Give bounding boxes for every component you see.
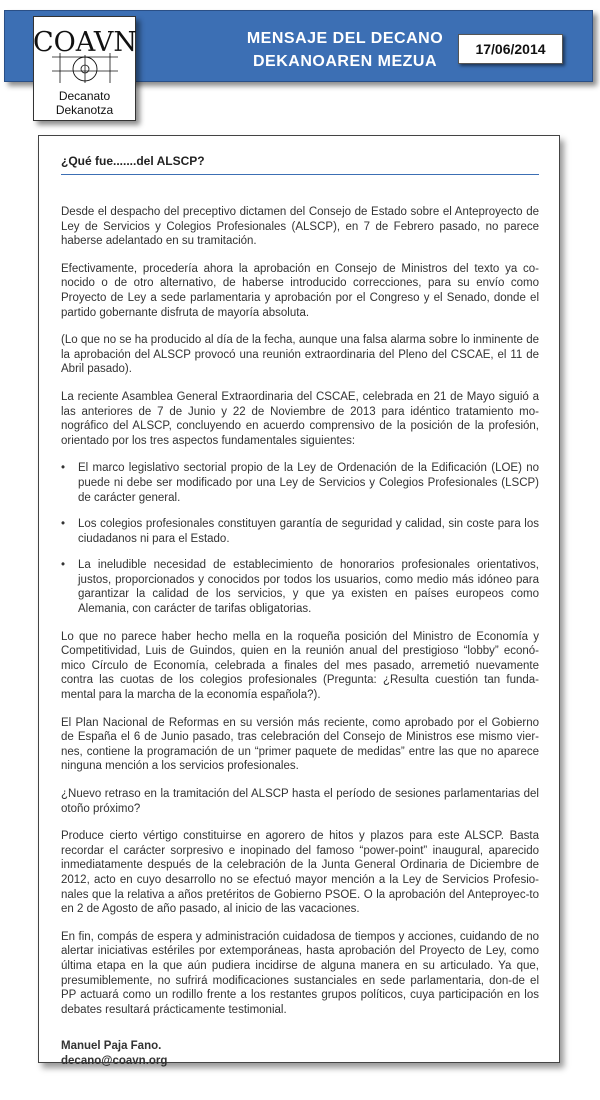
paragraph: El Plan Nacional de Reformas en su versión más reciente, como aprobado por el Gobierno de España el 6 de Junio pasado, tras celebración del Consejo de Ministros ese mismo vier-nes, contiene la programación de un “primer paquete de medidas” entre las que no aparece ninguna mención a los servicios profesionales. (61, 716, 539, 773)
paragraph: (Lo que no se ha producido al día de la fecha, aunque una falsa alarma sobre lo inminente de la aprobación del ALSCP provocó una reunión extraordinaria del Pleno del CSCAE, el 11 de Abril pasado). (61, 334, 539, 376)
paragraph: Produce cierto vértigo constituirse en agorero de hitos y plazos para este ALSCP. Basta recordar el carácter sorpresivo e inopinado del famoso “power-point” inaugural, aparecido inmediatamente después de la celebración de la Junta General Ordinaria de Diciembre de 2012, acto en cuyo desarrollo no se efectuó mayor mención a la Ley de Servicios Profesio-nales que la relativa a años pretéritos de Gobierno PSOE. O la aprobación del Anteproyec-to en 2 de Agosto de año pasado, al inicio de las vacaciones. (61, 830, 539, 916)
header-title-es: MENSAJE DEL DECANO (246, 30, 444, 47)
date-badge: 17/06/2014 (458, 34, 563, 64)
signature-name: Manuel Paja Fano. (61, 1040, 162, 1053)
bullet-marker: • (61, 518, 66, 531)
signature-block (61, 1039, 539, 1068)
message-content (61, 154, 539, 1069)
signature-email[interactable]: decano@coavn.org (61, 1054, 168, 1067)
header-title-eu: DEKANOAREN MEZUA (253, 53, 437, 70)
coavn-logo (32, 21, 138, 87)
paragraph: Desde el despacho del preceptivo dictamen del Consejo de Estado sobre el Anteproyecto de Ley de Servicios y Colegios Profesionales (ALSCP), en 7 de Febrero pasado, no parece haberse adelantado en su tramitación. (61, 206, 539, 248)
bullet-marker: • (61, 462, 66, 475)
list-item (61, 558, 539, 616)
list-item (61, 517, 539, 546)
list-item (61, 461, 539, 505)
paragraph: La reciente Asamblea General Extraordinaria del CSCAE, celebrada en 21 de Mayo siguió a las anteriores de 7 de Junio y 22 de Noviembre de 2013 para idéntico tratamiento mo-nográfico del ALSCP, concluyendo en acuerdo comprensivo de la posición de la profesión, orientado por los tres aspectos fundamentales siguientes: (61, 390, 539, 447)
paragraph: Lo que no parece haber hecho mella en la roqueña posición del Ministro de Economía y Competitividad, Luis de Guindos, quien en la reunión anual del prestigioso “lobby” econó-mico Círculo de Economía, celebrada a finales del mes pasado, arremetió nuevamente contra las cuotas de los colegios profesionales (Pregunta: ¿Resulta cuestión tan funda-mental para la marcha de la economía española?). (61, 630, 539, 702)
header-titles (205, 27, 485, 73)
document-title: ¿Qué fue.......del ALSCP? (61, 154, 539, 175)
paragraph: En fin, compás de espera y administración cuidadosa de tiempos y acciones, cuidando de no alertar iniciativas estériles por extemporáneas, hasta aprobación del Proyecto de Ley, como última etapa en la que aún pudiera incidirse de alguna manera en su articulado. Ya que, presumiblemente, no sufrirá modificaciones sustanciales en sede parlamentaria, don-de el PP actuará como un rodillo frente a los restantes grupos políticos, cuya participación en los debates resultará prácticamente testimonial. (61, 930, 539, 1016)
list-item-text: Los colegios profesionales constituyen garantía de seguridad y calidad, sin coste para los ciudadanos ni para el Estado. (78, 518, 539, 545)
logo-subtitle-es: Decanato (58, 89, 111, 103)
document-body (61, 205, 539, 1069)
paragraph: Efectivamente, procedería ahora la aprobación en Consejo de Ministros del texto ya co-nocido o de otro alternativo, de haberse introducido correcciones, para su envío como Proyecto de Ley a sede parlamentaria y aprobación por el Congreso y el Senado, donde el partido gobernante disfruta de mayoría absoluta. (61, 262, 539, 319)
list-item-text: El marco legislativo sectorial propio de la Ley de Ordenación de la Edificación (LOE) no puede ni debe ser modificado por una Ley de Servicios y Colegios Profesionales (LSCP) de carácter general. (78, 462, 539, 504)
logo-subtitle (34, 89, 135, 117)
list-item-text: La ineludible necesidad de establecimiento de honorarios profesionales orientativos, justos, proporcionados y conocidos por todos los usuarios, como medio más idóneo para garantizar la calidad de los servicios, y que ya existen en países europeos como Alemania, con carácter de tarifas obligatorias. (78, 559, 539, 616)
logo-subtitle-eu: Dekanotza (55, 103, 114, 117)
logo-block (33, 16, 136, 121)
bullet-marker: • (61, 559, 66, 572)
bullet-list (61, 461, 539, 616)
message-card (38, 135, 560, 1067)
logo-text: COAVN (32, 27, 138, 58)
paragraph: ¿Nuevo retraso en la tramitación del ALSCP hasta el período de sesiones parlamentarias del otoño próximo? (61, 788, 539, 815)
